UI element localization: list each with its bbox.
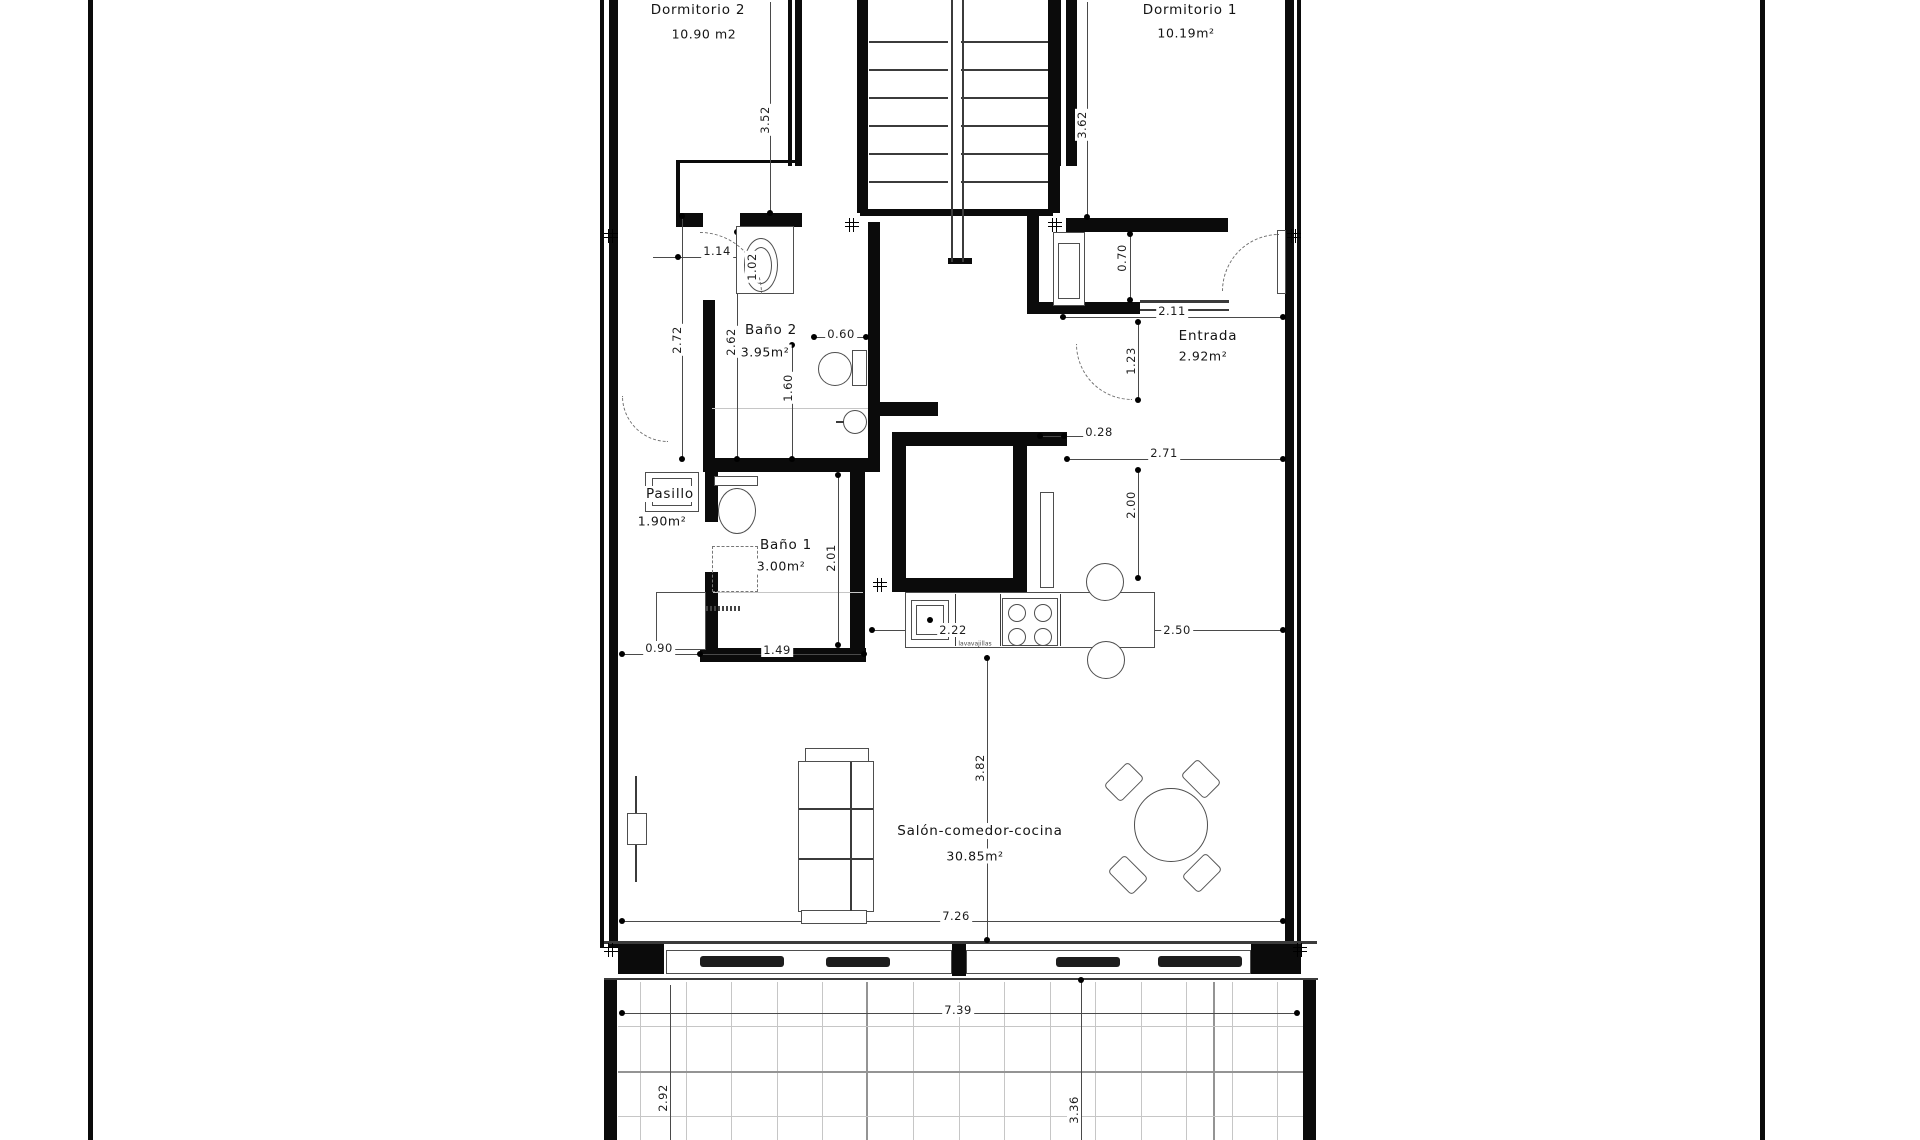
wall-section-marker bbox=[604, 229, 618, 243]
room-area-dormitorio2: 10.90 m2 bbox=[671, 26, 737, 42]
dim-endpoint-dot bbox=[619, 1010, 625, 1016]
hob-burner bbox=[1008, 604, 1026, 622]
counter-divider bbox=[1060, 594, 1061, 646]
dimension-line bbox=[987, 655, 988, 941]
dim-0.28: 0.28 bbox=[1085, 425, 1113, 439]
tile-grid-line bbox=[618, 1116, 1303, 1117]
room-area-bano1: 3.00m² bbox=[756, 558, 806, 574]
dim-endpoint-dot bbox=[1037, 433, 1043, 439]
wall bbox=[676, 160, 680, 215]
dim-1.60: 1.60 bbox=[781, 374, 795, 402]
dim-endpoint-dot bbox=[1064, 456, 1070, 462]
bath2-floor-line bbox=[712, 408, 868, 409]
tile-grid-line bbox=[618, 1026, 1303, 1027]
room-area-bano2: 3.95m² bbox=[740, 344, 790, 360]
stair-tread bbox=[869, 97, 948, 99]
wall bbox=[788, 0, 792, 166]
dim-endpoint-dot bbox=[679, 456, 685, 462]
wall-line bbox=[1140, 300, 1229, 303]
chair bbox=[1107, 854, 1148, 895]
room-area-pasillo: 1.90m² bbox=[637, 513, 687, 529]
dim-endpoint-dot bbox=[927, 617, 933, 623]
dim-0.60: 0.60 bbox=[827, 327, 855, 341]
shower-label-text bbox=[706, 606, 742, 611]
wall-section-marker bbox=[1287, 229, 1301, 243]
dim-1.14: 1.14 bbox=[703, 244, 731, 258]
wall bbox=[892, 432, 906, 592]
dim-2.00: 2.00 bbox=[1124, 491, 1138, 519]
dim-2.72: 2.72 bbox=[670, 326, 684, 354]
stair-tread bbox=[869, 69, 948, 71]
room-area-dormitorio1: 10.19m² bbox=[1157, 25, 1215, 41]
window-glazing-bar bbox=[826, 957, 890, 967]
wall-section-marker bbox=[604, 943, 618, 957]
dim-endpoint-dot bbox=[619, 651, 625, 657]
dim-endpoint-dot bbox=[835, 642, 841, 648]
stool bbox=[1086, 563, 1124, 601]
stair-tread bbox=[961, 181, 1048, 183]
dim-2.22: 2.22 bbox=[939, 623, 967, 637]
dim-3.82: 3.82 bbox=[973, 754, 987, 782]
sheet-frame-left bbox=[88, 0, 93, 1140]
dimension-line bbox=[1066, 436, 1084, 437]
room-label-salon: Salón-comedor-cocina bbox=[897, 823, 1063, 839]
dimension-line bbox=[838, 475, 839, 647]
room-label-entrada: Entrada bbox=[1178, 328, 1238, 344]
window-glazing-bar bbox=[1158, 956, 1242, 967]
dim-2.71: 2.71 bbox=[1150, 446, 1178, 460]
dim-endpoint-dot bbox=[1078, 977, 1084, 983]
wall-line bbox=[962, 0, 964, 262]
stair-tread bbox=[869, 153, 948, 155]
wall bbox=[1027, 214, 1039, 314]
dim-endpoint-dot bbox=[869, 627, 875, 633]
dim-endpoint-dot bbox=[697, 651, 703, 657]
dim-endpoint-dot bbox=[734, 456, 740, 462]
dim-2.62: 2.62 bbox=[724, 328, 738, 356]
dim-endpoint-dot bbox=[1135, 575, 1141, 581]
dim-endpoint-dot bbox=[984, 655, 990, 661]
dimension-line bbox=[670, 985, 671, 1140]
hob-burner bbox=[1008, 628, 1026, 646]
dim-0.90: 0.90 bbox=[645, 641, 673, 655]
dim-endpoint-dot bbox=[1135, 397, 1141, 403]
dim-3.62: 3.62 bbox=[1075, 111, 1089, 139]
dim-endpoint-dot bbox=[1280, 314, 1286, 320]
room-area-salon: 30.85m² bbox=[946, 848, 1004, 864]
toilet-bowl bbox=[718, 488, 756, 534]
wall-section-marker bbox=[1048, 218, 1062, 232]
dim-1.02: 1.02 bbox=[745, 253, 759, 281]
wall bbox=[868, 402, 938, 416]
wall-section-marker bbox=[1293, 943, 1307, 957]
dimension-line bbox=[1138, 470, 1139, 580]
room-area-entrada: 2.92m² bbox=[1178, 348, 1228, 364]
wall bbox=[609, 0, 618, 948]
wall bbox=[703, 300, 715, 460]
toilet-bowl bbox=[818, 352, 852, 386]
dimension-line bbox=[1138, 322, 1139, 402]
bath1-floor-line bbox=[713, 592, 863, 593]
dim-endpoint-dot bbox=[1060, 314, 1066, 320]
wall-line bbox=[604, 978, 1318, 980]
stair-tread bbox=[869, 181, 948, 183]
wall bbox=[604, 978, 617, 1140]
room-label-bano2: Baño 2 bbox=[744, 322, 798, 338]
dim-endpoint-dot bbox=[1135, 467, 1141, 473]
dimension-line bbox=[1130, 232, 1131, 302]
window-glazing-bar bbox=[1056, 957, 1120, 967]
dim-endpoint-dot bbox=[1280, 918, 1286, 924]
sheet-frame-right bbox=[1760, 0, 1765, 1140]
toilet-tank bbox=[714, 476, 758, 486]
dim-endpoint-dot bbox=[984, 937, 990, 943]
dim-7.39: 7.39 bbox=[944, 1003, 972, 1017]
dim-endpoint-dot bbox=[811, 334, 817, 340]
counter-divider bbox=[955, 594, 956, 646]
washbasin-tap bbox=[836, 421, 844, 423]
dim-endpoint-dot bbox=[1280, 456, 1286, 462]
dim-endpoint-dot bbox=[1127, 297, 1133, 303]
stair-tread bbox=[961, 69, 1048, 71]
wall bbox=[1297, 0, 1301, 948]
window-glazing-bar bbox=[700, 956, 784, 967]
dim-1.49: 1.49 bbox=[763, 643, 791, 657]
door-swing-pasillo bbox=[622, 396, 668, 442]
wall bbox=[618, 944, 664, 974]
wall bbox=[1066, 218, 1228, 232]
wall bbox=[1013, 432, 1027, 592]
sofa-cushion-line bbox=[799, 858, 873, 860]
tv-mount bbox=[627, 813, 647, 845]
dim-endpoint-dot bbox=[679, 213, 685, 219]
wall bbox=[952, 944, 966, 976]
dim-7.26: 7.26 bbox=[942, 909, 970, 923]
wall bbox=[860, 209, 1053, 216]
room-label-dormitorio1: Dormitorio 1 bbox=[1142, 2, 1238, 18]
dim-1.23: 1.23 bbox=[1124, 347, 1138, 375]
stair-tread bbox=[961, 125, 1048, 127]
shower-outline bbox=[712, 546, 758, 592]
door-swing-entrada bbox=[1222, 234, 1279, 291]
wall-section-marker bbox=[845, 218, 859, 232]
stair-tread bbox=[961, 153, 1048, 155]
closet-inner bbox=[1058, 243, 1080, 299]
dim-endpoint-dot bbox=[1280, 627, 1286, 633]
wall bbox=[892, 578, 1027, 592]
tile-grid-line bbox=[618, 1071, 1303, 1073]
dim-2.01: 2.01 bbox=[824, 544, 838, 572]
dimension-line bbox=[1081, 978, 1082, 1140]
wall bbox=[857, 0, 868, 213]
stair-tread bbox=[869, 125, 948, 127]
wall bbox=[705, 460, 718, 522]
dim-endpoint-dot bbox=[863, 334, 869, 340]
wall bbox=[850, 472, 865, 658]
dim-endpoint-dot bbox=[1294, 1010, 1300, 1016]
kitchen-niche-wall bbox=[1040, 492, 1054, 588]
wall bbox=[868, 222, 880, 472]
counter-divider bbox=[1000, 594, 1001, 646]
stair-tread bbox=[869, 41, 948, 43]
room-label-bano1: Baño 1 bbox=[759, 537, 813, 553]
dim-2.11: 2.11 bbox=[1158, 304, 1186, 318]
chair bbox=[1181, 852, 1222, 893]
stair-tread bbox=[961, 41, 1048, 43]
hob-burner bbox=[1034, 628, 1052, 646]
dim-endpoint-dot bbox=[861, 651, 867, 657]
dining-table bbox=[1134, 788, 1208, 862]
wall bbox=[1303, 978, 1316, 1140]
wall bbox=[1058, 0, 1061, 166]
dim-endpoint-dot bbox=[619, 918, 625, 924]
sofa-cushion-line bbox=[799, 808, 873, 810]
toilet-tank bbox=[852, 350, 867, 386]
washbasin bbox=[843, 410, 867, 434]
wall-line bbox=[951, 0, 953, 262]
sofa-armrest bbox=[805, 748, 869, 762]
wall-line bbox=[604, 941, 1317, 944]
dim-endpoint-dot bbox=[1135, 319, 1141, 325]
chair bbox=[1103, 761, 1144, 802]
sofa-body bbox=[798, 761, 874, 912]
dim-endpoint-dot bbox=[767, 210, 773, 216]
dim-endpoint-dot bbox=[1127, 231, 1133, 237]
dim-endpoint-dot bbox=[1084, 214, 1090, 220]
wall bbox=[676, 160, 800, 163]
dim-0.70: 0.70 bbox=[1115, 244, 1129, 272]
wall bbox=[600, 0, 604, 948]
wall-section-marker bbox=[873, 578, 887, 592]
room-label-dormitorio2: Dormitorio 2 bbox=[650, 2, 746, 18]
dishwasher-label: lavavajillas bbox=[958, 640, 992, 648]
dim-2.50: 2.50 bbox=[1163, 623, 1191, 637]
stair-tread bbox=[961, 97, 1048, 99]
wall bbox=[1285, 0, 1294, 948]
dim-endpoint-dot bbox=[1061, 433, 1067, 439]
dim-2.92-terraza: 2.92 bbox=[656, 1084, 670, 1112]
stool bbox=[1087, 641, 1125, 679]
wall bbox=[1066, 0, 1077, 166]
wall bbox=[795, 0, 802, 166]
dim-endpoint-dot bbox=[789, 456, 795, 462]
sofa-armrest bbox=[801, 910, 867, 924]
dim-endpoint-dot bbox=[675, 254, 681, 260]
wall bbox=[892, 432, 1027, 446]
hob-burner bbox=[1034, 604, 1052, 622]
room-label-pasillo: Pasillo bbox=[646, 486, 694, 502]
dim-3.52: 3.52 bbox=[758, 106, 772, 134]
sofa-back-line bbox=[850, 762, 852, 911]
dim-endpoint-dot bbox=[835, 472, 841, 478]
dim-3.36-terraza: 3.36 bbox=[1067, 1096, 1081, 1124]
